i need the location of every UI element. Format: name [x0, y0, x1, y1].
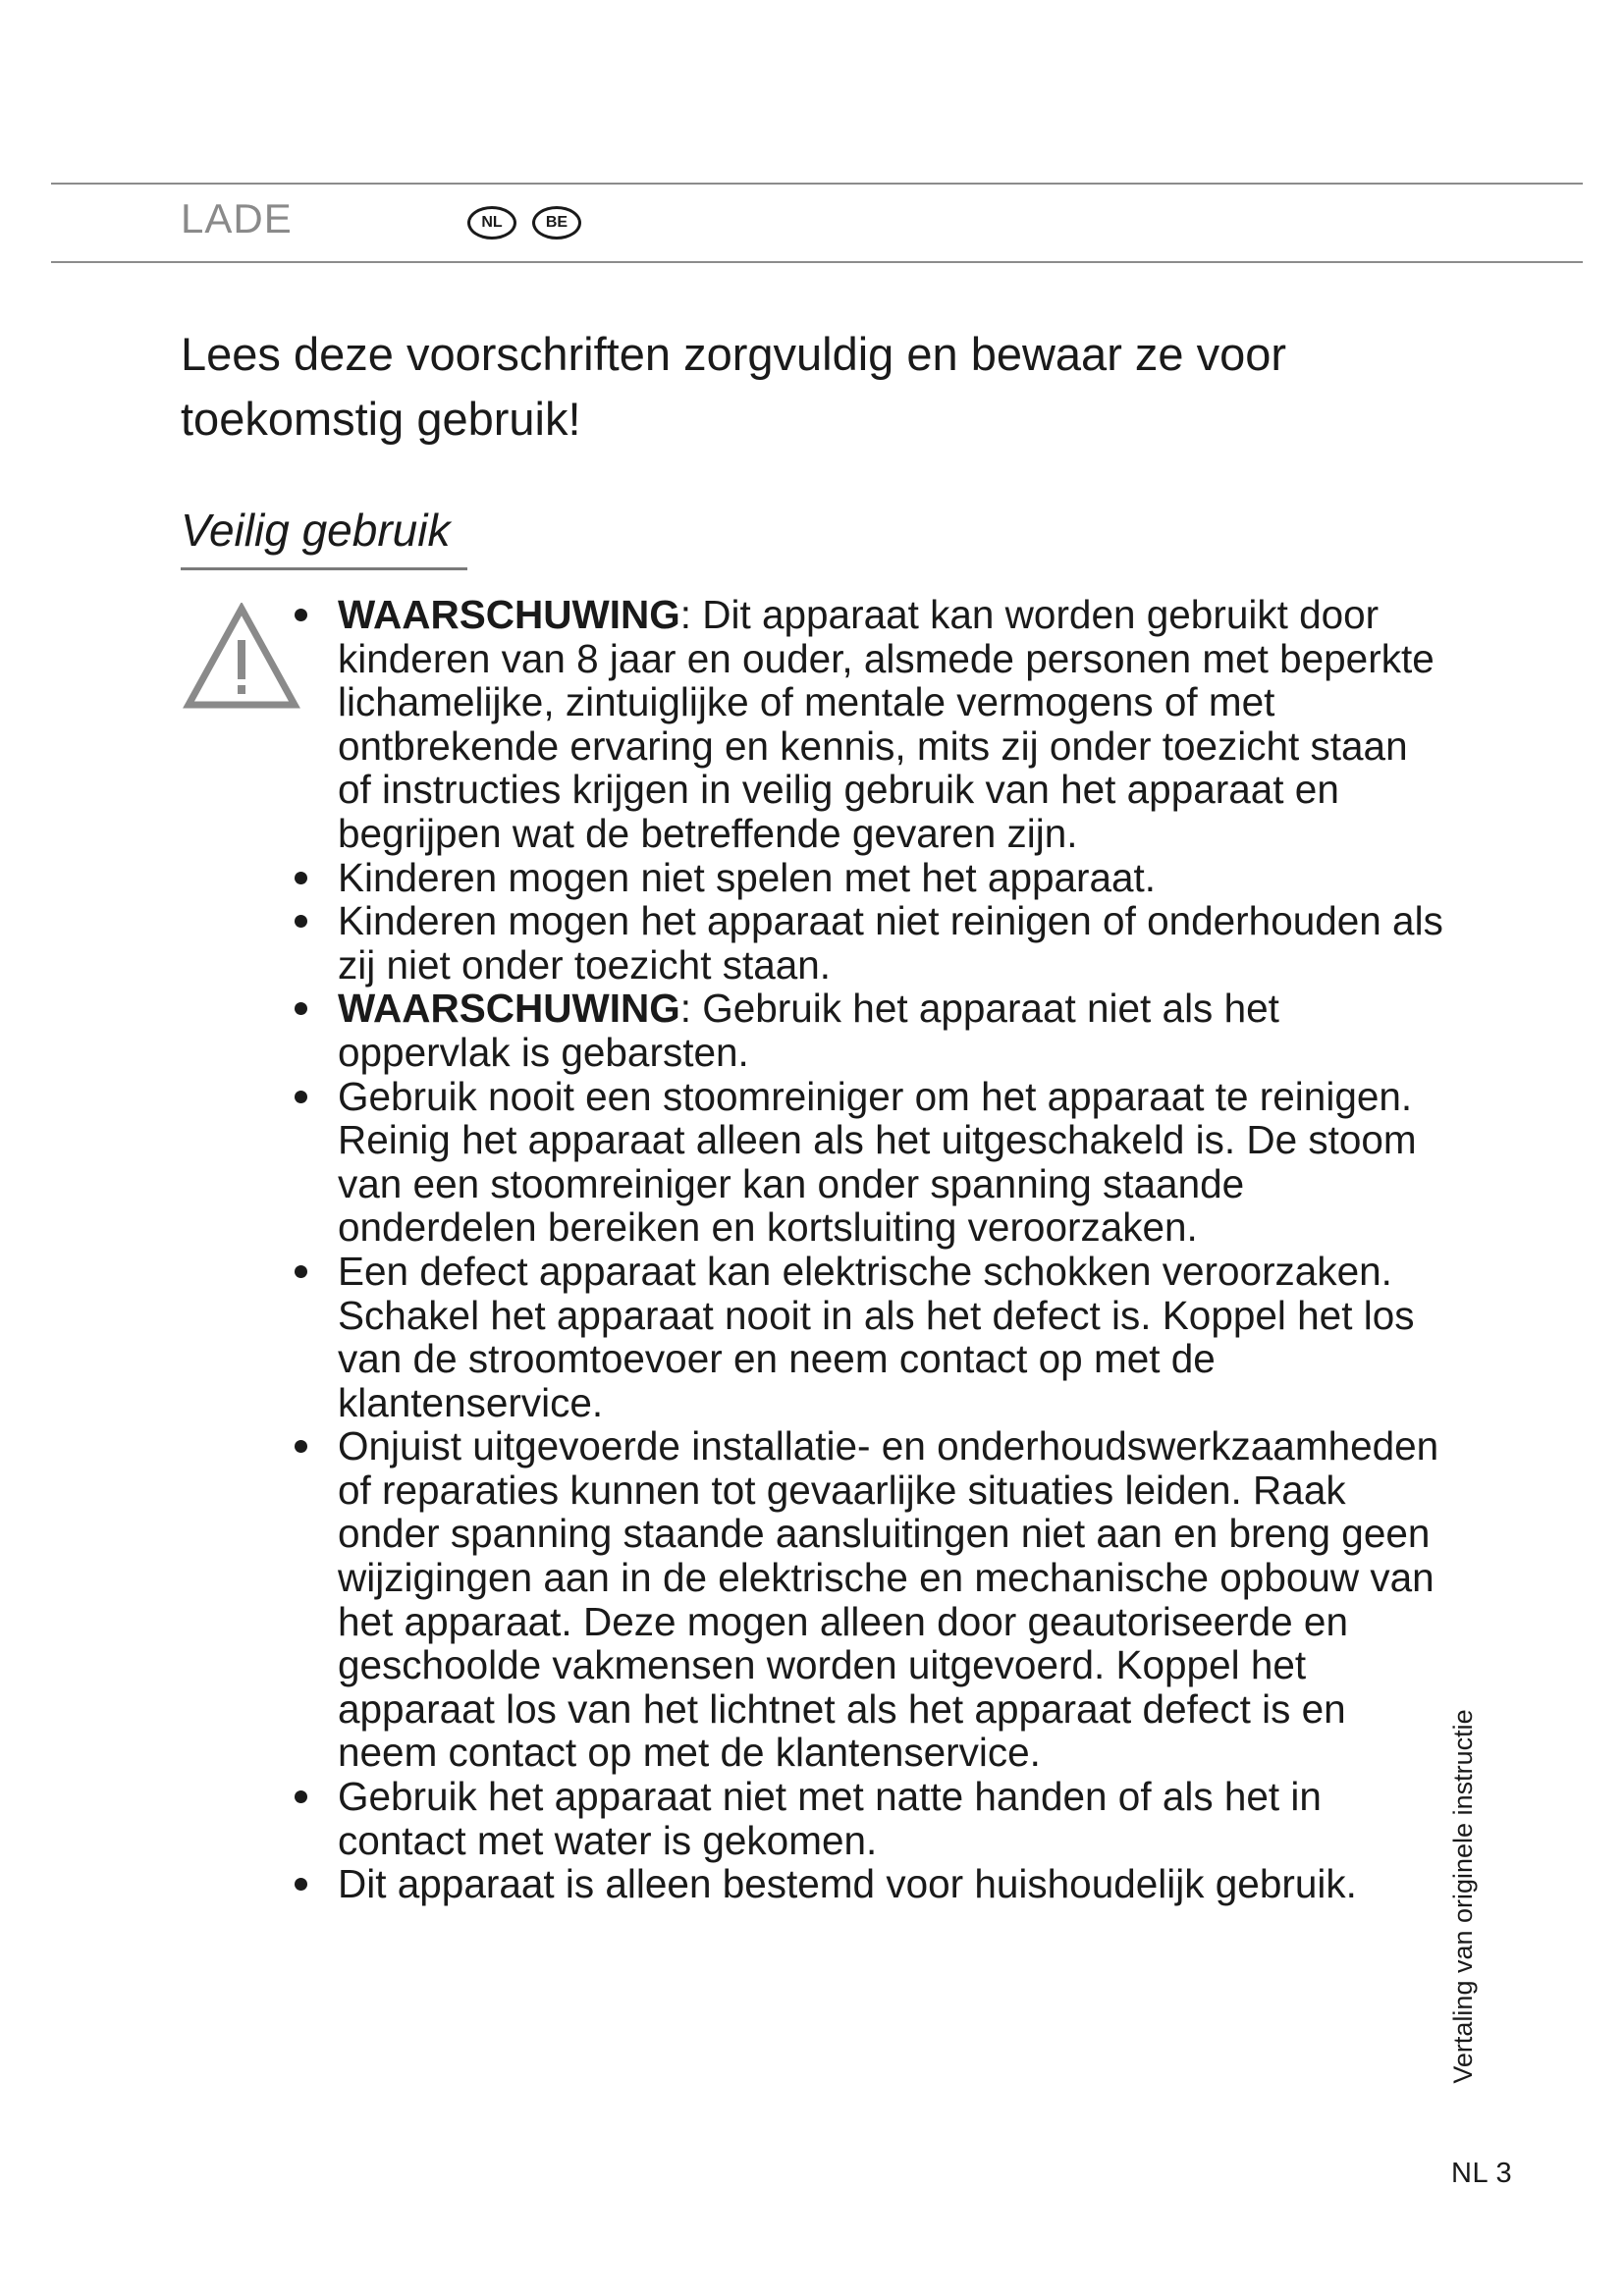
section-label: LADE	[181, 195, 293, 241]
list-item-text: : Dit apparaat kan worden gebruikt door kinderen van 8 jaar en ouder, alsmede personen met beperkte lichamelijke, zintuiglijke of mentale vermogens of met ontbrekende ervaring en kennis, mits zij onder toezicht staan of instructies krijgen in veilig gebruik van het apparaat en begrijpen wat de betreffende gevaren zijn.	[338, 592, 1435, 856]
list-item-text: Een defect apparaat kan elektrische schokken veroorzaken. Schakel het apparaat nooit in als het defect is. Koppel het los van de stroomtoevoer en neem contact op met de klantenservice.	[338, 1248, 1415, 1425]
bullet-dot	[295, 1265, 307, 1278]
list-item-text: Kinderen mogen niet spelen met het apparaat.	[338, 854, 1157, 900]
list-item	[295, 1250, 1443, 1424]
list-item-text: Gebruik het apparaat niet met natte handen of als het in contact met water is gekomen.	[338, 1774, 1322, 1863]
warning-label: WAARSCHUWING	[338, 592, 680, 637]
translation-note: Vertaling van originele instructie	[1448, 1709, 1478, 2084]
warning-triangle-icon	[183, 603, 300, 711]
bullet-dot	[295, 1002, 307, 1015]
list-item-text: : Gebruik het apparaat niet als het oppervlak is gebarsten.	[338, 986, 1279, 1075]
section-heading: Veilig gebruik	[181, 505, 451, 556]
country-badge-nl: NL	[467, 206, 516, 240]
header-rule-bottom	[51, 261, 1583, 263]
section-heading-underline	[181, 567, 467, 570]
bullet-dot	[295, 1440, 307, 1453]
list-item	[295, 987, 1443, 1074]
list-item	[295, 1862, 1443, 1906]
list-item	[295, 856, 1443, 900]
bullet-dot	[295, 915, 307, 928]
list-item-text: Kinderen mogen het apparaat niet reinigen of onderhouden als zij niet onder toezicht staan.	[338, 898, 1443, 988]
header-rule-top	[51, 183, 1583, 185]
list-item-text: Dit apparaat is alleen bestemd voor huishoudelijk gebruik.	[338, 1861, 1357, 1907]
bullet-dot	[295, 1878, 307, 1891]
country-badges	[467, 206, 581, 240]
bullet-dot	[295, 1091, 307, 1103]
bullet-dot	[295, 872, 307, 884]
list-item	[295, 593, 1443, 856]
list-item	[295, 1075, 1443, 1250]
list-item	[295, 1775, 1443, 1862]
page-headline: Lees deze voorschriften zorgvuldig en bewaar ze voor toekomstig gebruik!	[181, 328, 1287, 445]
list-item	[295, 1424, 1443, 1775]
bullet-dot	[295, 1790, 307, 1803]
page-number: NL 3	[1451, 2158, 1513, 2189]
bullet-dot	[295, 609, 307, 621]
warning-label: WAARSCHUWING	[338, 986, 680, 1032]
list-item-text: Gebruik nooit een stoomreiniger om het apparaat te reinigen. Reinig het apparaat alleen als het uitgeschakeld is. De stoom van een stoomreiniger kan onder spanning staande onderdelen bereiken en kortsluiting veroorzaken.	[338, 1073, 1417, 1251]
country-badge-be: BE	[532, 206, 581, 240]
safety-list	[295, 593, 1443, 1906]
list-item-text: Onjuist uitgevoerde installatie- en onderhoudswerkzaamheden of reparaties kunnen tot gevaarlijke situaties leiden. Raak onder spanning staande aansluitingen niet aan en breng geen wijzigingen aan in de elektrische en mechanische opbouw van het apparaat. Deze mogen alleen door geautoriseerde en geschoolde vakmensen worden uitgevoerd. Koppel het apparaat los van het lichtnet als het apparaat defect is en neem contact op met de klantenservice.	[338, 1423, 1439, 1776]
list-item	[295, 899, 1443, 987]
